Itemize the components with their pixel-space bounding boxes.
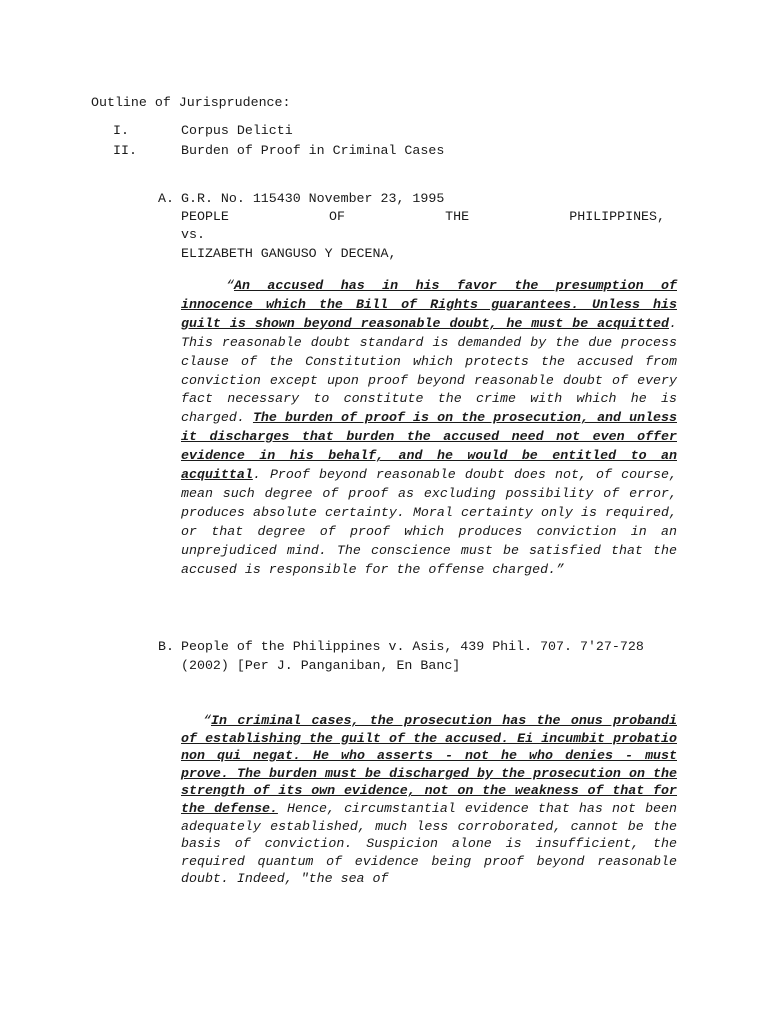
outline-item-2-text: Burden of Proof in Criminal Cases <box>181 143 445 158</box>
case-a-party1-word: THE <box>445 209 470 224</box>
case-a-party1-word: OF <box>329 209 345 224</box>
case-a-quote <box>181 277 677 580</box>
case-b-quote-text-1: Hence, circumstantial evidence that has not been adequately established, much less corroborated, cannot be the basis of conviction. Suspicion alone is insufficient, the required quantum of evidence being proof beyond reasonable doubt. Indeed, "the sea of <box>181 800 677 887</box>
outline-item-1 <box>113 121 293 140</box>
case-b-letter: B. <box>158 639 174 654</box>
case-a-party2: ELIZABETH GANGUSO Y DECENA, <box>181 246 397 261</box>
case-b-quote-emphasis-1: In criminal cases, the prosecution has the onus probandi of establishing the guilt of the accused. Ei incumbit probatio non qui negat. He who asserts - not he who denies - must prove. The burden must be discharged by the prosecution on the strength of its own evidence, not on the weakness of that for the defense. <box>181 713 677 816</box>
case-b-citation: People of the Philippines v. Asis, 439 Phil. 707. 7'27-728 (2002) [Per J. Panganiban, En Banc] <box>181 639 644 673</box>
case-a-party1-word: PHILIPPINES, <box>569 209 665 224</box>
outline-item-2-numeral: II. <box>113 143 137 158</box>
case-a-letter: A. <box>158 191 174 206</box>
outline-title: Outline of Jurisprudence: <box>91 95 291 110</box>
case-a-citation: G.R. No. 115430 November 23, 1995 <box>181 191 445 206</box>
case-a-quote-emphasis-2: The burden of proof is on the prosecution, and unless it discharges that burden the accused need not even offer evidence in his behalf, and he would be entitled to an acquittal <box>181 410 677 483</box>
case-a-quote-text-2: . Proof beyond reasonable doubt does not, of course, mean such degree of proof as excluding possibility of error, produces absolute certainty. Moral certainty only is required, or that degree of proof which produces conviction in an unprejudiced mind. The conscience must be satisfied that the accused is responsible for the offense charged.” <box>181 467 677 577</box>
outline-item-1-text: Corpus Delicti <box>181 123 293 138</box>
case-a-quote-emphasis-1: An accused has in his favor the presumption of innocence which the Bill of Rights guarantees. Unless his guilt is shown beyond reasonable doubt, he must be acquitted <box>181 278 677 331</box>
case-a-quote-text-1: . This reasonable doubt standard is demanded by the due process clause of the Constitution which protects the accused from conviction except upon proof beyond reasonable doubt of every fact necessary to constitute the crime with which he is charged. <box>181 315 677 426</box>
quote-open-mark: “ <box>203 713 211 728</box>
outline-item-1-numeral: I. <box>113 123 129 138</box>
case-a-party1 <box>181 207 665 226</box>
case-b-quote <box>181 712 677 888</box>
case-a-party1-word: PEOPLE <box>181 209 229 224</box>
outline-item-2 <box>113 141 444 160</box>
quote-open-mark: “ <box>226 278 234 293</box>
case-a-vs: vs. <box>181 227 205 242</box>
